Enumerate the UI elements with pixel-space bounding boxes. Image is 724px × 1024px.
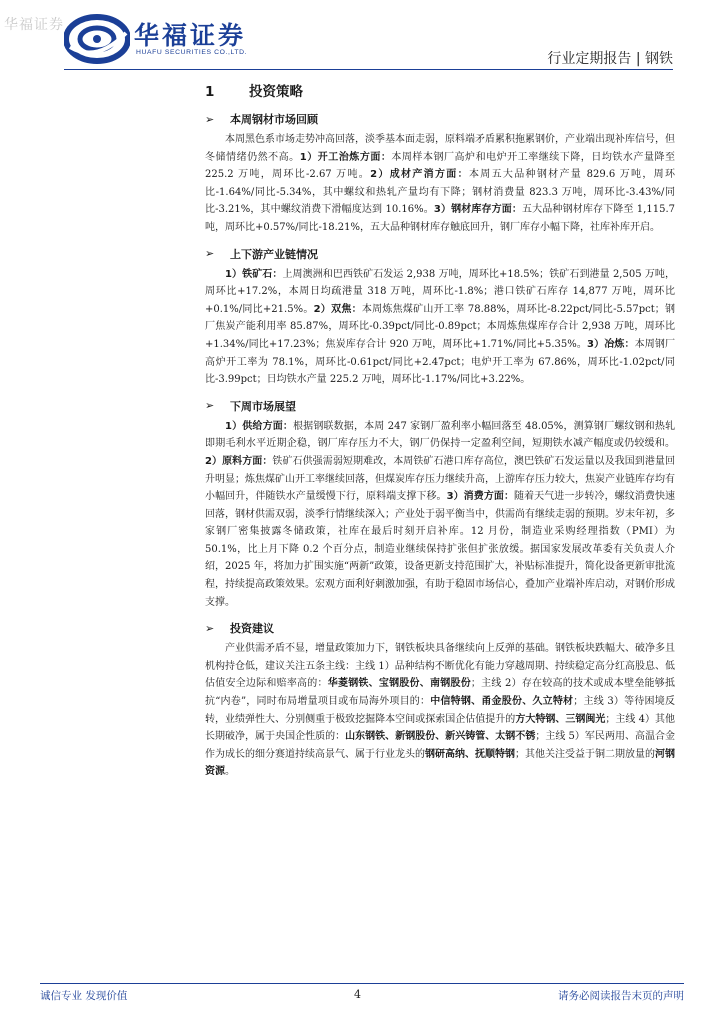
text-run: 本周钢厂高炉开工率为 78.1%，周环比-0.61pct/同比+2.47pct；电炉开工率为 67.86%，周环比-1.02pct/同比-3.99pct；日均铁水产量 225.2 万吨，周环比-1.17%/同比+3.22%。 bbox=[205, 338, 676, 386]
text-run: 铁矿石供强需弱短期难改，本周铁矿石港口库存高位，澳巴铁矿石发运量以及我国到港量回升明显；炼焦煤矿山开工率继续回落，但煤炭库存压力继续升高，上游库存压力较大，焦炭产业链库存均有小幅回升，伴随铁水产量缓慢下行，原料端支撑下移。 bbox=[205, 455, 675, 503]
subsection-supply-chain bbox=[205, 243, 675, 389]
body-paragraph bbox=[205, 418, 675, 612]
footer-divider bbox=[40, 983, 684, 984]
text-run: 。 bbox=[225, 766, 235, 778]
bold-text-run: 中信特钢、甬金股份、久立特材 bbox=[430, 696, 574, 708]
text-run: ；主线 3）等待困境反转，业绩弹性大、分别侧重于极致挖掘降本空间或探索国企估值提升的 bbox=[205, 696, 675, 725]
section-title: 投资策略 bbox=[249, 84, 303, 100]
footer-slogan: 诚信专业 发现价值 bbox=[40, 990, 128, 1002]
text-run: 本周黑色系市场走势冲高回落，淡季基本面走弱，原料端矛盾累积拖累钢价，产业端出现补库信号，但冬储情绪仍然不高。 bbox=[205, 134, 675, 163]
subsection-market-review bbox=[205, 108, 675, 237]
logo-emblem-icon bbox=[64, 13, 130, 65]
bold-text-run: 方大特钢、三钢闽光 bbox=[515, 713, 606, 725]
subsection-investment-advice bbox=[205, 617, 675, 781]
text-run: ；主线 4）其他长期破净，属于央国企性质的： bbox=[205, 713, 676, 743]
subsection-heading bbox=[205, 243, 675, 265]
subsection-title: 上下游产业链情况 bbox=[230, 247, 318, 261]
company-logo bbox=[64, 13, 264, 65]
subsection-heading bbox=[205, 395, 675, 417]
subsection-title: 本周钢材市场回顾 bbox=[230, 113, 318, 126]
bold-text-run: 华菱钢铁、宝钢股份、南钢股份 bbox=[327, 678, 471, 690]
footer-disclaimer: 请务必阅读报告末页的声明 bbox=[558, 990, 684, 1002]
text-run: ；其他关注受益于铜二期放量的 bbox=[515, 748, 655, 760]
bold-text-run: 3）消费方面： bbox=[446, 491, 515, 503]
logo-name-cn: 华福证券 bbox=[134, 21, 247, 50]
arrow-bullet-icon: ➢ bbox=[205, 112, 215, 126]
main-content bbox=[205, 80, 675, 781]
subsection-heading bbox=[205, 617, 675, 639]
body-paragraph bbox=[205, 640, 675, 781]
bold-text-run: 1）开工治炼方面： bbox=[299, 151, 392, 163]
text-run: ；主线 5）军民两用、高温合金作为成长的细分赛道持续高景气、属于行业龙头的 bbox=[205, 731, 676, 760]
bold-text-run: 2）原料方面： bbox=[205, 455, 273, 467]
section-heading bbox=[205, 80, 675, 102]
arrow-bullet-icon: ➢ bbox=[205, 399, 215, 413]
text-run: 产业供需矛盾不显，增量政策加力下，钢铁板块具备继续向上反弹的基础。钢铁板块跌幅大、破净多且机构持仓低，建议关注五条主线：主线 1）品种结构不断优化有能力穿越周期、持续稳定高分红高股息、低估值安全边际和赔率高的： bbox=[205, 643, 675, 690]
logo-name-en: HUAFU SECURITIES CO.,LTD. bbox=[136, 49, 248, 56]
bold-text-run: 1）供给方面： bbox=[225, 420, 294, 432]
bold-text-run: 3）钢材库存方面： bbox=[433, 204, 523, 216]
bold-text-run: 2）成材产消方面： bbox=[370, 169, 469, 181]
text-run: 根据钢联数据，本周 247 家钢厂盈利率小幅回落至 48.05%，测算钢厂螺纹钢和热轧即期毛利水平近期企稳，钢厂库存压力不大，钢厂仍保持一定盈利空间，短期铁水减产幅度或仍较缓和。 bbox=[205, 420, 675, 450]
body-paragraph bbox=[205, 131, 675, 237]
body-paragraph bbox=[205, 266, 675, 389]
page-number: 4 bbox=[354, 988, 361, 1001]
text-run: 本周炼焦煤矿山开工率 78.88%，周环比-8.22pct/同比-5.57pct；钢厂焦炭产能利用率 85.87%，周环比-0.39pct/同比-0.89pct；本周炼焦煤库存合计 2,938 万吨，周环比+1.34%/同比+17.23%；焦炭库存合计 920 万吨，周环比+1.71%/同比+5.35%。 bbox=[205, 303, 675, 350]
bold-text-run: 2）双焦： bbox=[313, 303, 362, 315]
watermark-text: 华福证券 bbox=[4, 17, 64, 33]
bold-text-run: 山东钢铁、新钢股份、新兴铸管、太钢不锈 bbox=[345, 731, 536, 743]
text-run: 五大品种钢材库存下降至 1,115.7 吨，周环比+0.57%/同比-18.21%，五大品种钢材库存触底回升，钢厂库存小幅下降，社库补库开启。 bbox=[205, 204, 675, 233]
text-run: 本周样本钢厂高炉和电炉开工率继续下降，日均铁水产量降至 225.2 万吨，周环比-2.67 万吨。 bbox=[205, 151, 675, 181]
text-run: 上周澳洲和巴西铁矿石发运 2,938 万吨，周环比+18.5%；铁矿石到港量 2,505 万吨，周环比+17.2%，本周日均疏港量 318 万吨，周环比-1.8%；港口铁矿石库存 14,877 万吨，周环比+0.1%/同比+21.5%。 bbox=[205, 268, 675, 315]
subsection-title: 投资建议 bbox=[230, 622, 274, 636]
text-run: ；主线 2）存在较高的技术或成本壁垒能够抵抗“内卷”，同时布局增量项目或布局海外项目的： bbox=[205, 678, 676, 708]
arrow-bullet-icon: ➢ bbox=[205, 247, 215, 261]
text-run: 本周五大品种钢材产量 829.6 万吨，周环比-1.64%/同比-5.34%，其中螺纹和热轧产量均有下降；钢材消费量 823.3 万吨，周环比-3.43%/同比-3.21%，其中螺纹消费下滑幅度达到 10.16%。 bbox=[205, 169, 675, 216]
subsection-title: 下周市场展望 bbox=[230, 399, 296, 413]
header-divider bbox=[64, 69, 673, 70]
report-type-label: 行业定期报告 | 钢铁 bbox=[547, 51, 673, 67]
bold-text-run: 1）铁矿石： bbox=[225, 268, 283, 280]
text-run: 随着天气进一步转冷，螺纹消费快速回落，钢材供需双弱，淡季行情继续深入；产业处于弱平衡当中，供需尚有继续走弱的预期。岁末年初，多家钢厂密集披露冬储政策，社库在最后时刻开启补库。12 月份，制造业采购经理指数（PMI）为 50.1%，比上月下降 0.2 个百分点，制造业继续保持扩张但扩张放缓。据国家发展改革委有关负责人介绍，2025 年，将加力扩围实施“两新”政策，设备更新支持范围扩大，补贴标准提升，简化设备更新审批流程，持续提高政策效果。宏观方面利好刺激加强，有助于稳固市场信心，叠加产业端补库启动，对钢价形成支撑。 bbox=[205, 491, 676, 608]
bold-text-run: 钢研高纳、抚顺特钢 bbox=[425, 748, 515, 760]
bold-text-run: 3）冶炼： bbox=[587, 338, 635, 350]
arrow-bullet-icon: ➢ bbox=[205, 621, 215, 635]
bold-text-run: 河钢资源 bbox=[205, 748, 675, 778]
section-number: 1 bbox=[205, 84, 215, 100]
subsection-heading bbox=[205, 108, 675, 130]
subsection-outlook bbox=[205, 395, 675, 612]
